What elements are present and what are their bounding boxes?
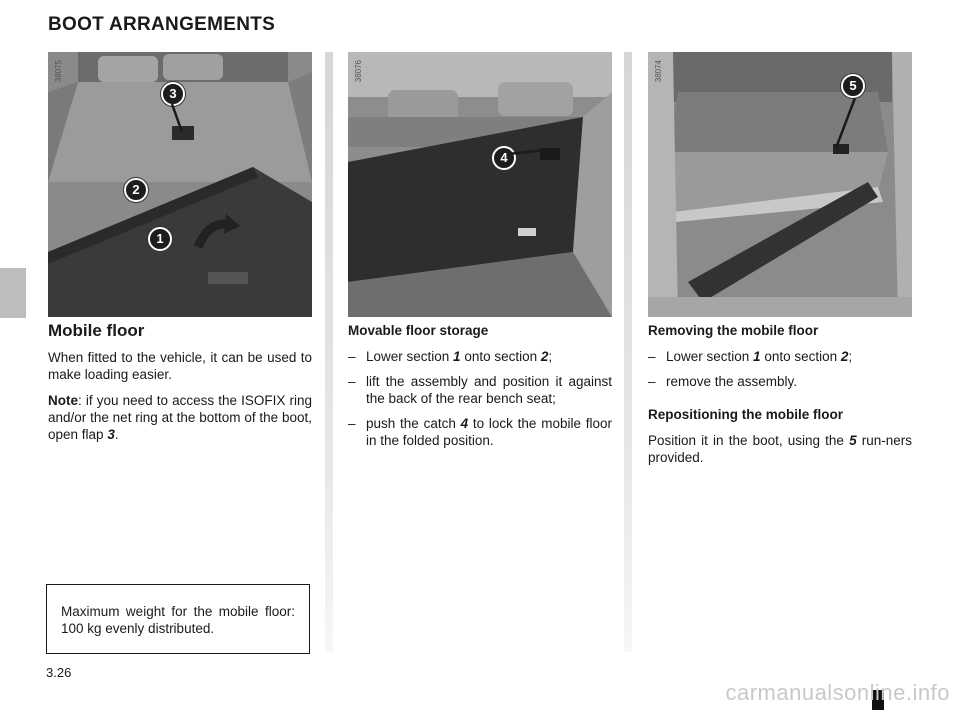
note-text-b: . xyxy=(114,427,119,442)
column-3-text xyxy=(648,322,912,475)
page-number: 3.26 xyxy=(46,665,72,680)
photo-boot-runners-illustration xyxy=(648,52,912,317)
list-item: – lift the assembly and position it against the back of the rear bench seat; xyxy=(348,374,612,406)
photo-floor-folded xyxy=(348,52,612,317)
photo-boot-runners xyxy=(648,52,912,317)
photo-code: 38074 xyxy=(654,60,663,83)
section-heading-removing: Removing the mobile floor xyxy=(648,323,819,338)
section-heading-mobile-floor: Mobile floor xyxy=(48,321,145,340)
photo-code: 38075 xyxy=(54,60,63,83)
note-label: Note xyxy=(48,393,78,408)
watermark: carmanualsonline.info xyxy=(725,680,950,705)
max-weight-box: Maximum weight for the mobile floor: 100 kg evenly distributed. xyxy=(46,584,310,654)
callout-1: 1 xyxy=(148,227,172,251)
photo-code: 38076 xyxy=(354,60,363,83)
chapter-tab xyxy=(0,268,26,318)
section-heading-repositioning: Repositioning the mobile floor xyxy=(648,407,843,422)
mobile-floor-intro: When fitted to the vehicle, it can be used to make loading easier. xyxy=(48,350,312,382)
column-divider-2 xyxy=(624,52,632,652)
note-ref: 3 xyxy=(107,427,115,442)
list-item: – push the catch 4 to lock the mobile floor in the folded position. xyxy=(348,416,613,448)
photo-floor-folded-illustration xyxy=(348,52,612,317)
page-title: BOOT ARRANGEMENTS xyxy=(48,14,276,35)
note-text-a: : if you need to access the ISOFIX ring and/or the net ring at the bottom of the boot, open flap xyxy=(48,393,312,442)
callout-2: 2 xyxy=(124,178,148,202)
column-2-text xyxy=(348,322,612,457)
list-item: – remove the assembly. xyxy=(648,374,798,389)
mobile-floor-note xyxy=(48,392,312,443)
list-item: – Lower section 1 onto section 2; xyxy=(348,349,553,364)
column-divider-1 xyxy=(325,52,333,652)
callout-4: 4 xyxy=(492,146,516,170)
callout-3: 3 xyxy=(161,82,185,106)
repositioning-text: Position it in the boot, using the 5 run-ners provided. xyxy=(648,433,912,465)
list-item: – Lower section 1 onto section 2; xyxy=(648,349,853,364)
callout-5: 5 xyxy=(841,74,865,98)
section-heading-movable-storage: Movable floor storage xyxy=(348,323,489,338)
column-1-text xyxy=(48,322,312,452)
photo-boot-floor xyxy=(48,52,312,317)
